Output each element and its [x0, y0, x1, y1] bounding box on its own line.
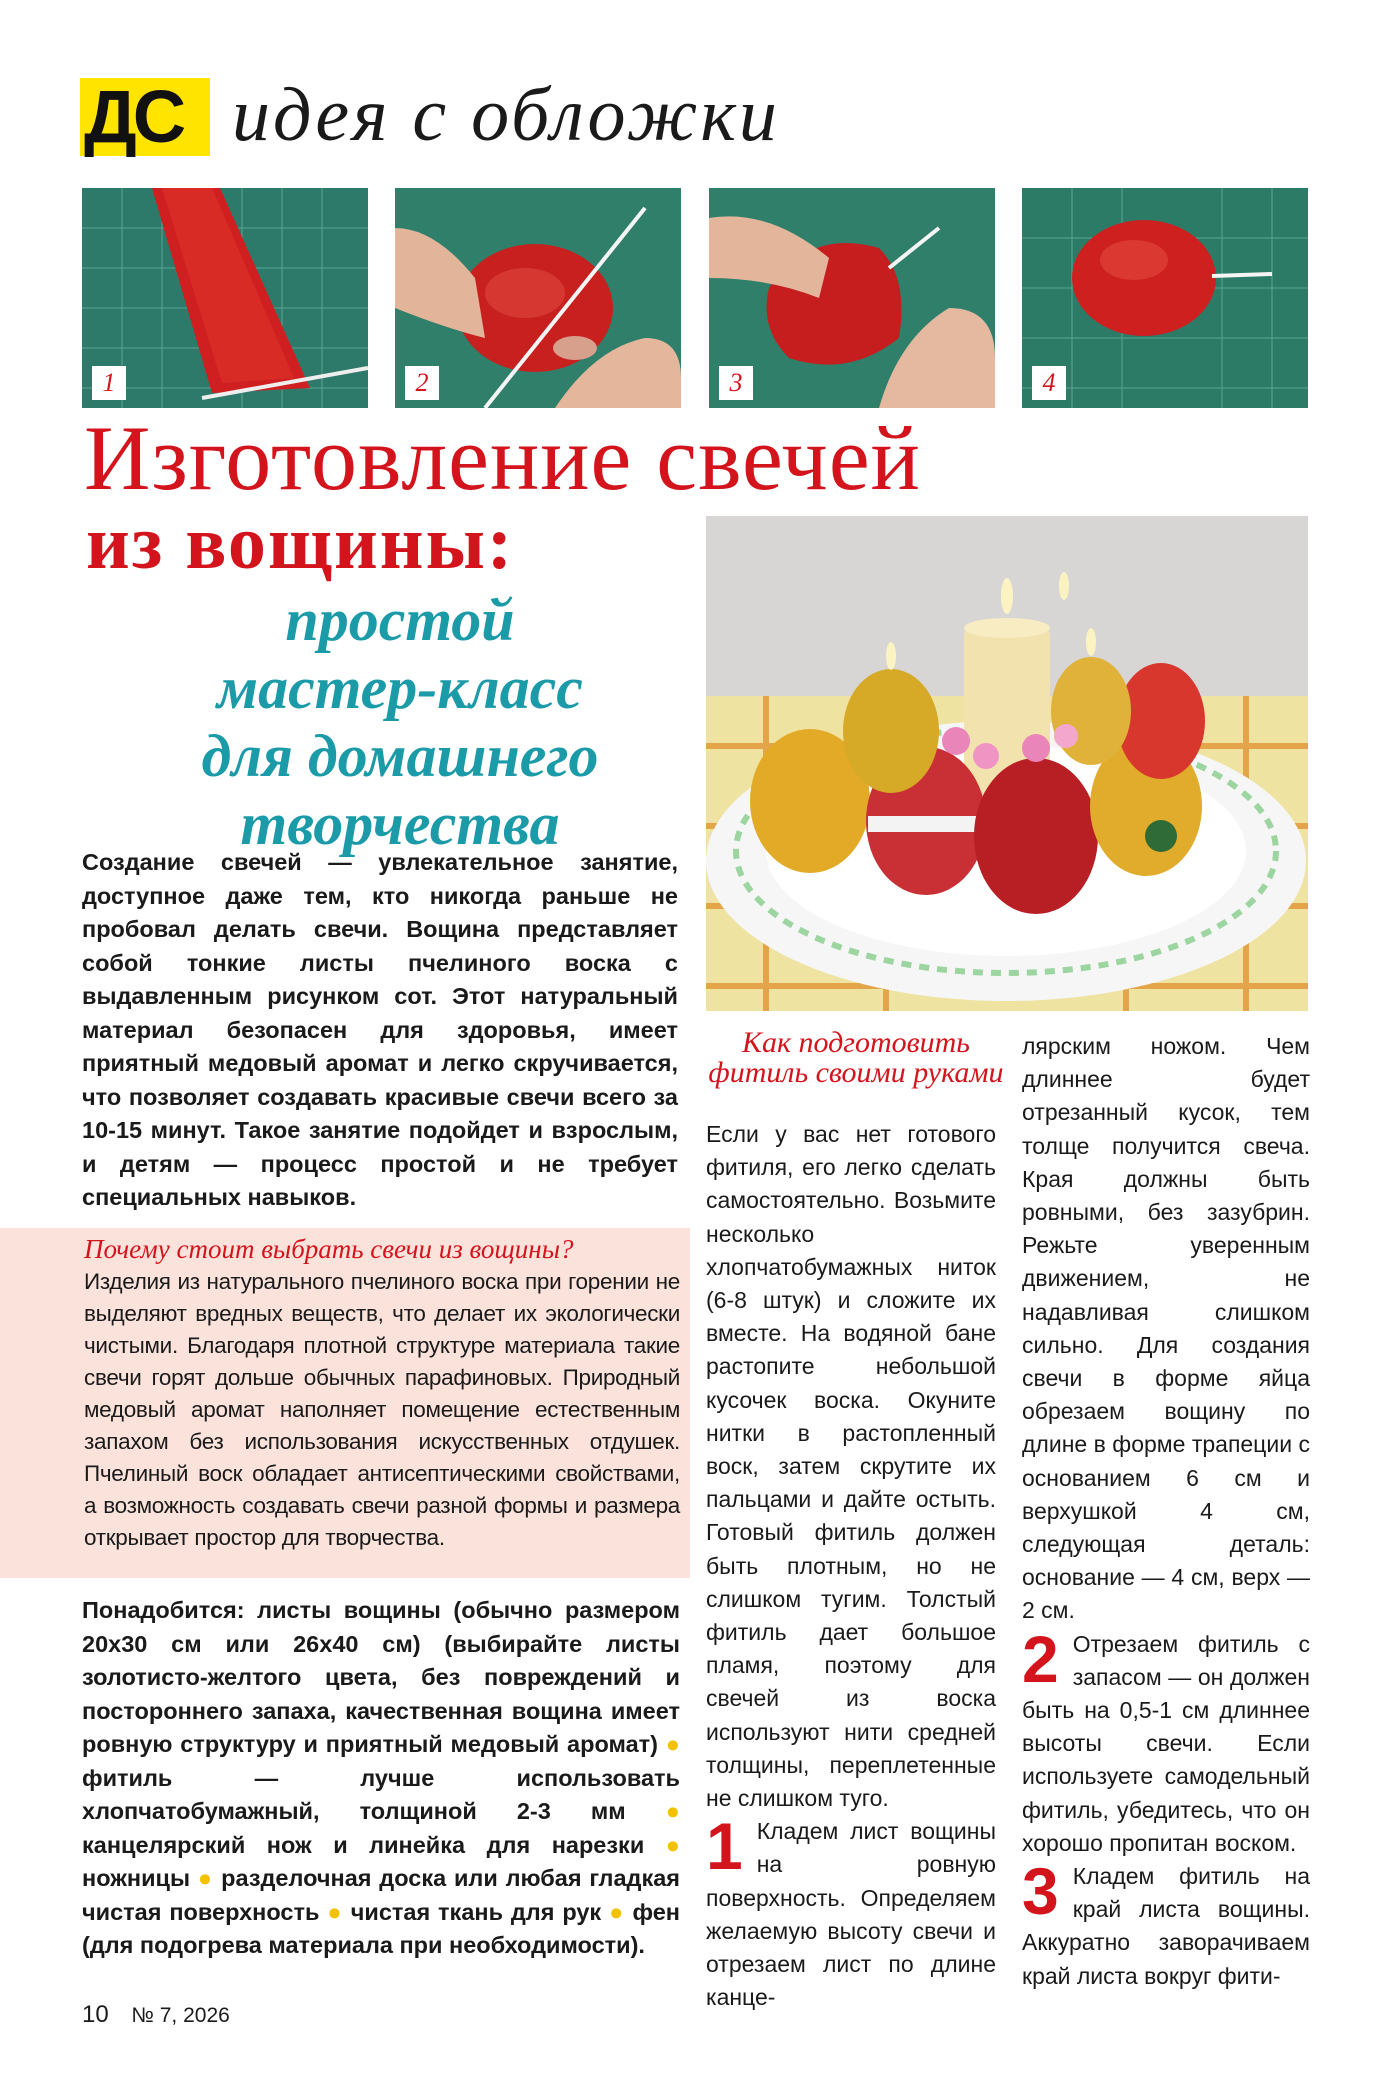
- step-number: 2: [405, 366, 439, 400]
- materials-item: ножницы: [82, 1865, 191, 1891]
- step-photo-4: [1022, 188, 1308, 408]
- why-box-body: Изделия из натурального пчелиного воска при горении не выделяют вредных веществ, что делает их экологически чистыми. Благодаря плотной структуре материала такие свечи горят дольше обычных парафиновых. Природный медовый аромат наполняет помещение естественным запахом без использования искусственных отдушек. Пчелиный воск обладает антисептическими свойствами, а возможность создавать свечи разной формы и размера открывает простор для творчества.: [84, 1269, 680, 1550]
- candles-main-photo: [706, 516, 1308, 1011]
- step-1-number: 1: [706, 1809, 743, 1884]
- wick-title: Как подготовить фитиль своими руками: [708, 1026, 1004, 1089]
- step-2-text: Отрезаем фитиль с запасом — он должен быть на 0,5-1 см длиннее высоты свечи. Если используете самодельный фитиль, убедитесь, что он хорошо пропитан воском.: [1022, 1630, 1310, 1856]
- step-2-number: 2: [1022, 1621, 1059, 1696]
- why-box-title: Почему стоит выбрать свечи из вощины?: [84, 1234, 574, 1264]
- subtitle-line: мастер-класс: [217, 655, 583, 721]
- materials-item: Понадобится: листы вощины (обычно размером 20х30 см или 26х40 см) (выбирайте листы золотисто-желтого цвета, без повреждений и постороннего запаха, качественная вощина имеет ровную структуру и приятный медовый аромат): [82, 1597, 680, 1757]
- headline-line-2: из вощины:: [86, 501, 515, 585]
- step-2: [1022, 1621, 1310, 1860]
- step-photo-2: [395, 188, 681, 408]
- wick-paragraph: Если у вас нет готового фитиля, его легко сделать самостоятельно. Возьмите несколько хлопчатобумажных ниток (6-8 штук) и сложите их вместе. На водяной бане растопите небольшой кусочек воска. Окуните нитки в растопленный воск, затем скрутите их пальцами и дайте остыть. Готовый фитиль должен быть плотным, но не слишком тугим. Толстый фитиль дает большое пламя, поэтому для свечей из воска используют нити средней толщины, переплетенные не слишком туго.: [706, 1121, 996, 1812]
- step-number: 1: [92, 366, 126, 400]
- step-3-number: 3: [1022, 1854, 1059, 1929]
- subtitle-line: для домашнего: [201, 723, 599, 789]
- magazine-logo: ДС: [80, 78, 210, 156]
- step-1: [706, 1809, 996, 2014]
- step-photo-3: [709, 188, 995, 408]
- column-1: [706, 1118, 996, 2014]
- subtitle: [120, 586, 680, 858]
- subtitle-line: творчества: [240, 791, 560, 857]
- page-footer: [82, 2000, 230, 2031]
- bullet-icon: ●: [327, 1898, 343, 1925]
- materials-item: фитиль — лучше использовать хлопчатобумажный, толщиной 2-3 мм: [82, 1764, 680, 1824]
- bullet-icon: ●: [609, 1898, 625, 1925]
- column-2: [1022, 1030, 1310, 1993]
- step-number: 4: [1032, 366, 1066, 400]
- bullet-icon: ●: [665, 1798, 680, 1824]
- section-title: идея с обложки: [232, 73, 780, 157]
- page-number: 10: [82, 2001, 109, 2028]
- materials-item: канцелярский нож и линейка для нарезки: [82, 1831, 645, 1858]
- step-number: 3: [719, 366, 753, 400]
- materials-item: фен (для подогрева материала при необходимости).: [82, 1898, 681, 1958]
- materials-list: [82, 1594, 680, 1963]
- step-3: [1022, 1854, 1310, 1993]
- materials-item: чистая ткань для рук: [350, 1898, 602, 1925]
- bullet-icon: ●: [665, 1831, 680, 1858]
- intro-paragraph: Создание свечей — увлекательное занятие, доступное даже тем, кто никогда раньше не пробовал делать свечи. Вощина представляет собой тонкие листы пчелиного воска с выдавленным рисунком сот. Этот натуральный материал безопасен для здоровья, имеет приятный медовый аромат и легко скручивается, что позволяет создавать красивые свечи всего за 10-15 минут. Такое занятие подойдет и взрослым, и детям — процесс простой и не требует специальных навыков.: [82, 849, 678, 1210]
- materials-item: разделочная доска или любая гладкая чистая поверхность: [82, 1865, 681, 1925]
- step-3-text: Кладем фитиль на край листа вощины. Аккуратно заворачиваем край листа вокруг фити-: [1022, 1863, 1310, 1989]
- step-photo-1: [82, 188, 368, 408]
- subtitle-line: простой: [285, 587, 515, 653]
- issue-number: № 7, 2026: [131, 2004, 230, 2027]
- headline-line-1: Изготовление свечей: [84, 407, 921, 509]
- bullet-icon: ●: [665, 1731, 680, 1757]
- bullet-icon: ●: [197, 1865, 214, 1891]
- step-1-text: Кладем лист вощины на ровную поверхность. Определяем желаемую высоту свечи и отрезаем лист по длине канце-: [706, 1818, 996, 2011]
- step-1-continued: лярским ножом. Чем длиннее будет отрезанный кусок, тем толще получится свеча. Края должны быть ровными, без зазубрин. Режьте уверенным движением, не надавливая слишком сильно. Для создания свечи в форме яйца обрезаем вощину по длине в форме трапеции с основанием 6 см и верхушкой 4 см, следующая деталь: основание — 4 см, верх — 2 см.: [1022, 1033, 1310, 1624]
